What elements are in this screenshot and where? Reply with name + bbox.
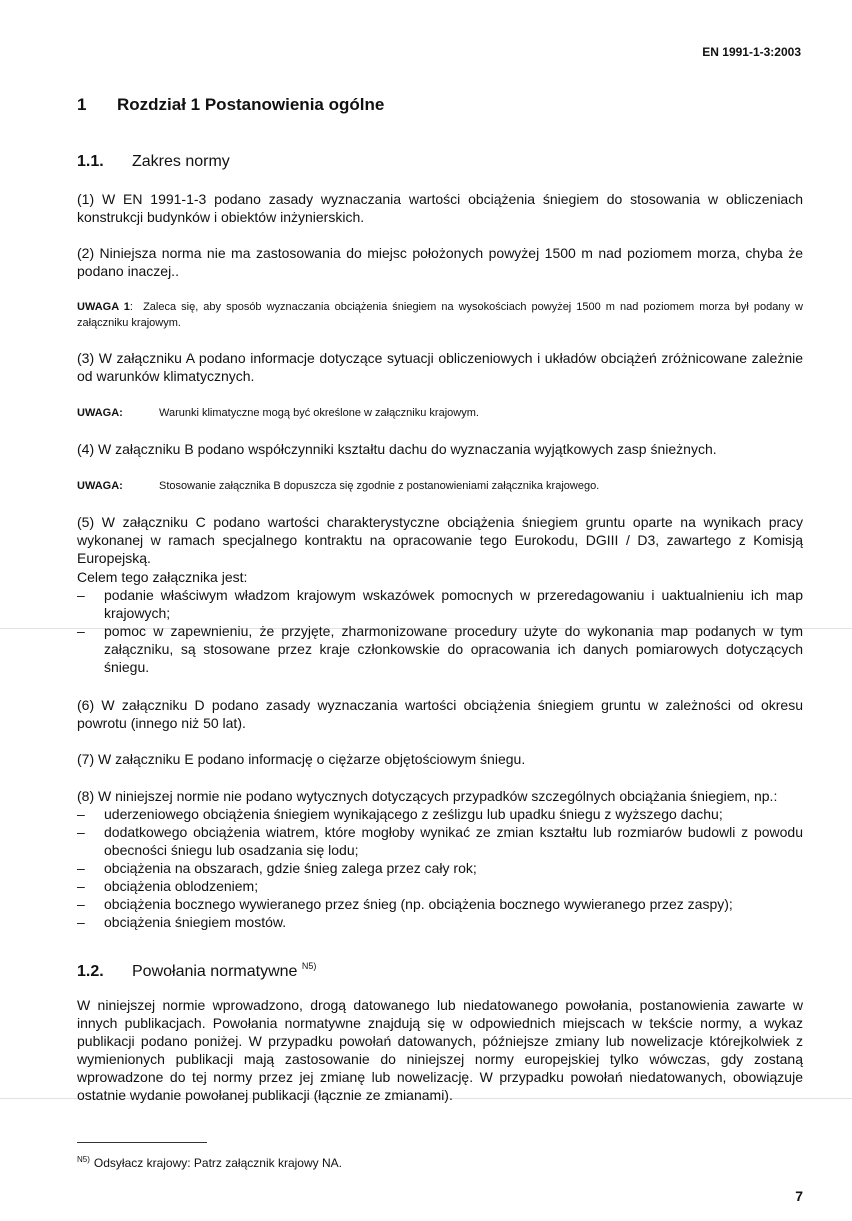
section-title: Powołania normatywne <box>132 963 298 980</box>
section-number: 1.2. <box>77 963 104 980</box>
dash-bullet-icon: – <box>77 896 85 912</box>
list-item: – obciążenia na obszarach, gdzie śnieg zalega przez cały rok; <box>77 860 477 876</box>
paragraph-6: (6) W załączniku D podano zasady wyznaczania wartości obciążenia śniegiem gruntu w zależności od okresu powrotu (innego niż 50 lat). <box>77 697 803 731</box>
list-item: – obciążenia bocznego wywieranego przez śnieg (np. obciążenia bocznego wywieranego przez zaspy); <box>77 896 733 912</box>
note-label: UWAGA 1 <box>77 301 130 313</box>
section-heading-1-2 <box>77 961 316 981</box>
note-1: UWAGA 1: Zaleca się, aby sposób wyznaczania obciążenia śniegiem na wysokościach powyżej 1500 m nad poziomem morza był podany w załączniku krajowym. <box>77 301 803 329</box>
paragraph-2: (2) Niniejsza norma nie ma zastosowania do miejsc położonych powyżej 1500 m nad poziomem morza, chyba że podano inaczej.. <box>77 245 803 279</box>
dash-bullet-icon: – <box>77 623 85 639</box>
footnote-marker: N5) <box>77 1155 90 1164</box>
section-number: 1.1. <box>77 153 104 170</box>
note-text: Stosowanie załącznika B dopuszcza się zgodnie z postanowieniami załącznika krajowego. <box>159 480 600 492</box>
dash-bullet-icon: – <box>77 824 85 840</box>
list-annex-c-purposes <box>77 586 803 676</box>
chapter-title: Rozdział 1 Postanowienia ogólne <box>117 95 385 114</box>
list-item: – pomoc w zapewnieniu, że przyjęte, zharmonizowane procedury użyte do wykonania map podanych w tym załączniku, są stosowane przez kraje członkowskie do opracowania ich danych pomiarowych dotyczących śniegu. <box>77 623 803 675</box>
paragraph-8: (8) W niniejszej normie nie podano wytycznych dotyczących przypadków szczególnych obciążania śniegiem, np.: <box>77 788 778 804</box>
page-number: 7 <box>795 1188 803 1204</box>
footnote-ref[interactable]: N5) <box>301 961 317 971</box>
list-item: – dodatkowego obciążenia wiatrem, które mogłoby wynikać ze zmian kształtu lub rozmiarów budowli z powodu obecności śniegu lub osadzania się lodu; <box>77 824 803 858</box>
standard-id: EN 1991-1-3:2003 <box>702 45 801 59</box>
paragraph-1: (1) W EN 1991-1-3 podano zasady wyznaczania wartości obciążenia śniegiem do stosowania w obliczeniach konstrukcji budynków i obiektów inżynierskich. <box>77 191 803 225</box>
note-2 <box>77 405 803 421</box>
footnote-divider <box>77 1142 207 1143</box>
note-text: Warunki klimatyczne mogą być określone w załączniku krajowym. <box>159 407 479 419</box>
paragraph-4: (4) W załączniku B podano współczynniki kształtu dachu do wyznaczania wyjątkowych zasp śnieżnych. <box>77 441 717 457</box>
chapter-number: 1 <box>77 95 87 114</box>
section-heading-1-1 <box>77 153 230 171</box>
dash-bullet-icon: – <box>77 914 85 930</box>
note-label: UWAGA: <box>77 407 123 419</box>
dash-bullet-icon: – <box>77 587 85 603</box>
paragraph-5-intro: Celem tego załącznika jest: <box>77 569 248 585</box>
section-title: Zakres normy <box>132 153 230 170</box>
footnote-text: Odsyłacz krajowy: Patrz załącznik krajowy NA. <box>93 1156 342 1170</box>
list-item: – podanie właściwym władzom krajowym wskazówek pomocnych w przeredagowaniu i uaktualnieniu ich map krajowych; <box>77 587 803 621</box>
list-item: – obciążenia oblodzeniem; <box>77 878 259 894</box>
paragraph-5: (5) W załączniku C podano wartości charakterystyczne obciążenia śniegiem gruntu oparte na wynikach pracy wykonanej w ramach specjalnego kontraktu na opracowanie tego Eurokodu, DGIII / D3, zawartego z Komisją Europejską. <box>77 514 803 566</box>
dash-bullet-icon: – <box>77 860 85 876</box>
list-item: – uderzeniowego obciążenia śniegiem wynikającego z ześlizgu lub upadku śniegu z wyższego dachu; <box>77 806 723 822</box>
dash-bullet-icon: – <box>77 878 85 894</box>
dash-bullet-icon: – <box>77 806 85 822</box>
note-text: Zaleca się, aby sposób wyznaczania obciążenia śniegiem na wysokościach powyżej 1500 m nad poziomem morza był podany w załączniku krajowym. <box>77 301 803 329</box>
note-3 <box>77 478 803 494</box>
note-label: UWAGA: <box>77 480 123 492</box>
list-special-cases <box>77 805 803 931</box>
chapter-heading <box>77 95 384 115</box>
footnote <box>77 1155 342 1170</box>
paragraph-normative-references: W niniejszej normie wprowadzono, drogą datowanego lub niedatowanego powołania, postanowienia zawarte w innych publikacjach. Powołania normatywne znajdują się w odpowiednich miejscach w tekście normy, a wykaz publikacji podano poniżej. W przypadku powołań datowanych, późniejsze zmiany lub nowelizacje którejkolwiek z wymienionych publikacji mają zastosowanie do niniejszej normy europejskiej tylko wówczas, gdy zostaną wprowadzone do tej normy przez jej zmianę lub nowelizację. W przypadku powołań niedatowanych, obowiązuje ostatnie wydanie powołanej publikacji (łącznie ze zmianami). <box>77 997 803 1103</box>
paragraph-3: (3) W załączniku A podano informacje dotyczące sytuacji obliczeniowych i układów obciążeń zróżnicowane zależnie od warunków klimatycznych. <box>77 350 803 384</box>
paragraph-7: (7) W załączniku E podano informację o ciężarze objętościowym śniegu. <box>77 751 526 767</box>
list-item: – obciążenia śniegiem mostów. <box>77 914 287 930</box>
